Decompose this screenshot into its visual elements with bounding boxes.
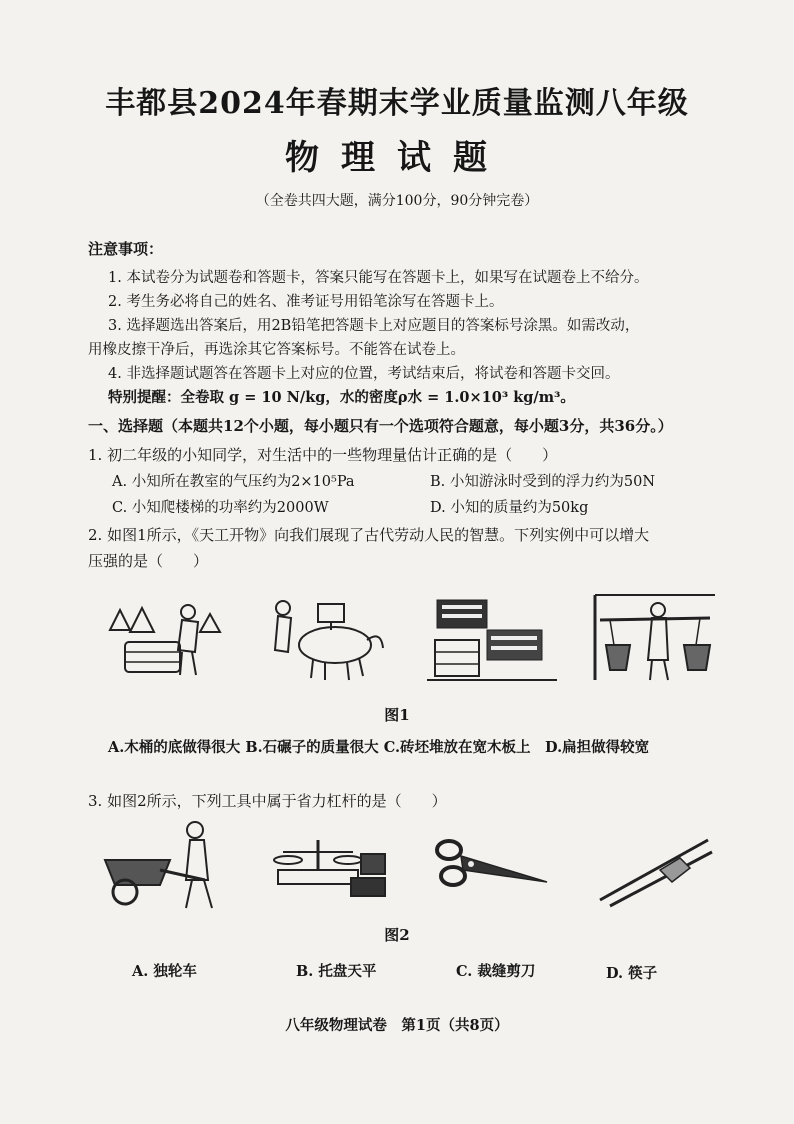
figure-1-caption: 图1	[384, 706, 410, 724]
q1-option-d: D. 小知的质量约为50kg	[430, 500, 589, 516]
figure-2-caption: 图2	[384, 926, 410, 944]
wooden-bucket-illustration	[100, 590, 230, 685]
shoulder-pole-illustration	[590, 590, 720, 685]
question-2-stem: 2. 如图1所示，《天工开物》向我们展现了古代劳动人民的智慧。下列实例中可以增大	[88, 526, 650, 544]
question-3-stem: 3. 如图2所示，下列工具中属于省力杠杆的是（ ）	[88, 792, 447, 810]
q1-option-c: C. 小知爬楼梯的功率约为2000W	[112, 500, 329, 516]
question-2-stem-cont: 压强的是（ ）	[88, 552, 209, 570]
figure-2	[100, 820, 720, 915]
exam-subtitle: （全卷共四大题，满分100分，90分钟完卷）	[255, 193, 539, 209]
note-item: 用橡皮擦干净后，再选涂其它答案标号。不能答在试卷上。	[88, 342, 465, 358]
stone-roller-ox-illustration	[263, 590, 393, 685]
q1-option-b: B. 小知游泳时受到的浮力约为50N	[430, 474, 656, 490]
note-item: 3. 选择题选出答案后，用2B铅笔把答题卡上对应题目的答案标号涂黑。如需改动，	[108, 318, 640, 334]
q2-options: A.木桶的底做得很大 B.石碾子的质量很大 C.砖坯堆放在宽木板上 D.扁担做得较宽	[108, 739, 650, 756]
note-item: 4. 非选择题试题答在答题卡上对应的位置，考试结束后，将试卷和答题卡交回。	[108, 366, 620, 382]
balance-scale-illustration	[263, 820, 393, 915]
chopsticks-illustration	[590, 820, 720, 915]
q3-option-d: D. 筷子	[606, 965, 658, 982]
brick-stack-illustration	[427, 590, 557, 685]
q3-option-a: A. 独轮车	[132, 963, 197, 980]
q3-option-c: C. 裁缝剪刀	[456, 963, 536, 980]
page-footer: 八年级物理试卷 第1页（共8页）	[285, 1017, 509, 1034]
section-heading: 一、选择题（本题共12个小题，每小题只有一个选项符合题意，每小题3分，共36分。）	[88, 417, 673, 435]
note-item: 2. 考生务必将自己的姓名、准考证号用铅笔涂写在答题卡上。	[108, 294, 504, 310]
figure-1	[100, 590, 720, 685]
q3-option-b: B. 托盘天平	[296, 963, 377, 980]
exam-title: 丰都县2024年春期末学业质量监测八年级	[105, 86, 689, 121]
q1-option-a: A. 小知所在教室的气压约为2×10⁵Pa	[112, 474, 355, 490]
note-item: 1. 本试卷分为试题卷和答题卡，答案只能写在答题卡上，如果写在试题卷上不给分。	[108, 270, 649, 286]
question-1-stem: 1. 初二年级的小知同学，对生活中的一些物理量估计正确的是（ ）	[88, 446, 558, 464]
notes-heading: 注意事项：	[88, 240, 164, 258]
wheelbarrow-illustration	[100, 820, 230, 915]
special-reminder: 特别提醒：全卷取 g = 10 N/kg，水的密度ρ水 = 1.0×10³ kg/m³。	[108, 389, 575, 406]
tailor-scissors-illustration	[427, 820, 557, 915]
subject-title: 物理试题	[285, 138, 509, 178]
